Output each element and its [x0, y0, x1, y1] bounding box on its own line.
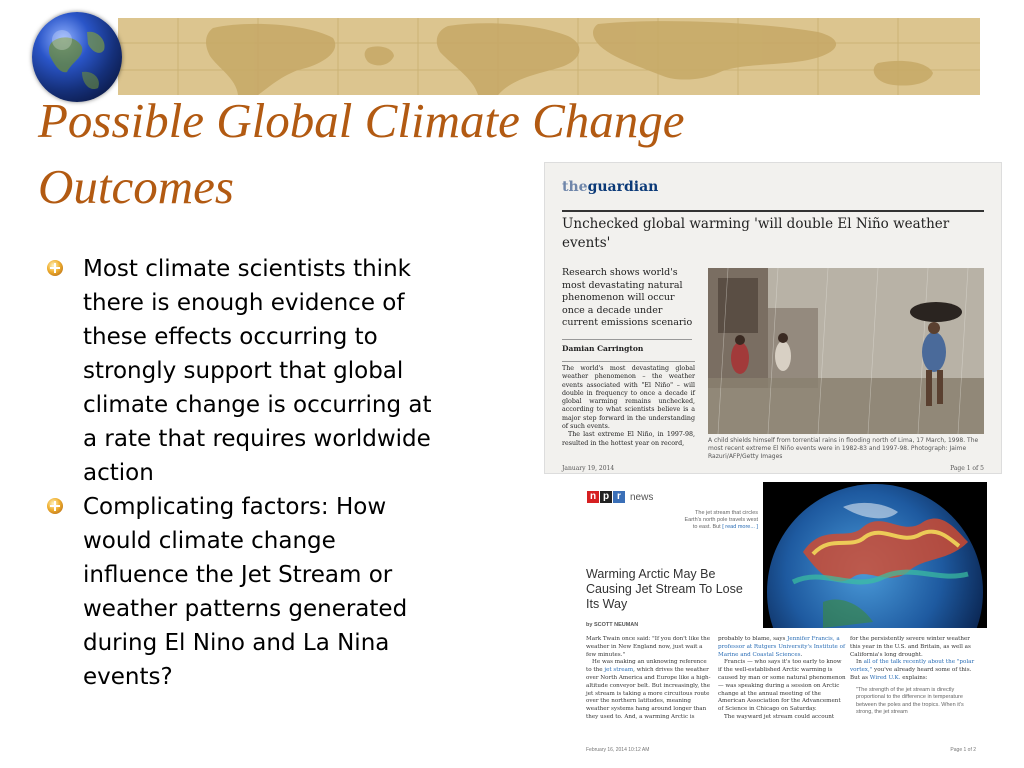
article-paragraph: Mark Twain once said: "If you don't like the weather in New England now, just wait a few minutes."	[586, 636, 711, 658]
npr-article-clipping	[560, 480, 990, 764]
photo-caption: A child shields himself from torrential rains in flooding north of Lima, 17 March, 1998. The most recent extreme El Niño events were in 1982-83 and 1997-98. Photograph: Jaime Razuri/AFP/Getty Images	[708, 437, 979, 460]
article-byline: by SCOTT NEUMAN	[586, 622, 639, 628]
slide-title: Possible Global Climate Change Outcomes	[38, 93, 685, 214]
bullet-text: Most climate scientists think there is enough evidence of these effects occurring to strongly support that global climate change is occurring at a rate that requires worldwide action	[83, 256, 432, 486]
polar-vortex-link[interactable]: all of the talk recently about the "polar vortex,"	[850, 659, 975, 674]
world-map-banner	[118, 18, 980, 95]
francis-link[interactable]: Jennifer Francis, a professor at Rutgers University's Institute of Marine and Coastal Sciences	[718, 636, 846, 658]
guardian-article-clipping	[544, 162, 1002, 474]
bullet-item	[44, 252, 444, 490]
page-number: Page 1 of 5	[950, 465, 984, 472]
article-column	[850, 636, 978, 717]
article-paragraph: In all of the talk recently about the "polar vortex," you've already heard some of this. But as Wired U.K. explains:	[850, 659, 975, 681]
bullet-list	[44, 252, 444, 694]
divider	[562, 210, 984, 212]
orange-globe-bullet-icon	[47, 260, 63, 276]
read-more-link[interactable]: [ read more... ]	[722, 524, 758, 530]
jet-stream-link[interactable]: jet stream	[604, 667, 634, 674]
image-teaser: The jet stream that circles Earth's north pole travels west to east. But [ read more... ]	[684, 510, 758, 530]
article-quote: "The strength of the jet stream is directly proportional to the difference in temperature between the poles and the tropics. When it's strong, the jet stream	[856, 686, 964, 716]
bullet-item	[44, 490, 444, 694]
flood-photo	[708, 268, 984, 434]
wired-link[interactable]: Wired U.K.	[869, 674, 901, 681]
bullet-text: Complicating factors: How would climate change influence the Jet Stream or weather patterns generated during El Nino and La Nina events?	[83, 494, 408, 690]
world-map-graphic	[118, 18, 980, 95]
article-paragraph: He was making an unknowing reference to the jet stream, which drives the weather over North America and Europe like a high-altitude conveyor belt. But increasingly, the jet stream is taking a more circuitous route over the northern latitudes, meaning weather systems hang around longer than they used to. And, a warming Arctic is	[586, 659, 711, 720]
article-body	[562, 361, 695, 448]
jet-stream-globe-image	[763, 482, 987, 628]
article-paragraph: The last extreme El Niño, in 1997-98, resulted in the hottest year on record,	[562, 431, 695, 447]
article-paragraph: probably to blame, says Jennifer Francis, a professor at Rutgers University's Institute of Marine and Coastal Sciences.	[718, 636, 846, 658]
article-author: Damian Carrington	[562, 339, 692, 353]
article-headline: Unchecked global warming 'will double El Niño weather events'	[562, 216, 950, 251]
orange-globe-bullet-icon	[47, 498, 63, 514]
article-headline: Warming Arctic May Be Causing Jet Stream To Lose Its Way	[586, 567, 743, 611]
article-paragraph: for the persistently severe winter weather this year in the U.S. and Britain, as well as California's long drought.	[850, 636, 971, 658]
guardian-logo: theguardian	[562, 179, 659, 195]
article-paragraph: The world's most devastating global weather phenomenon – the weather events associated with "El Niño" – will double in frequency to once a decade if global warming remains unchecked, according to what scientists believe is a major step forward in the understanding of such events.	[562, 365, 695, 431]
article-date: January 19, 2014	[562, 465, 615, 472]
npr-logo: n p r news	[587, 491, 653, 503]
article-paragraph: The wayward jet stream could account	[724, 713, 835, 720]
article-column	[586, 636, 714, 722]
page-number: Page 1 of 2	[950, 747, 976, 753]
article-column	[718, 636, 846, 722]
article-paragraph: Francis — who says it's too early to know if the well-established Arctic warming is caused by man or some natural phenomenon — was speaking during a session on Arctic change at the annual meeting of the American Association for the Advancement of Science in Chicago on Saturday.	[718, 659, 846, 713]
article-date: February 16, 2014 10:12 AM	[586, 747, 650, 753]
article-standfirst: Research shows world's most devastating natural phenomenon will occur once a decade under current emissions scenario	[562, 267, 693, 329]
